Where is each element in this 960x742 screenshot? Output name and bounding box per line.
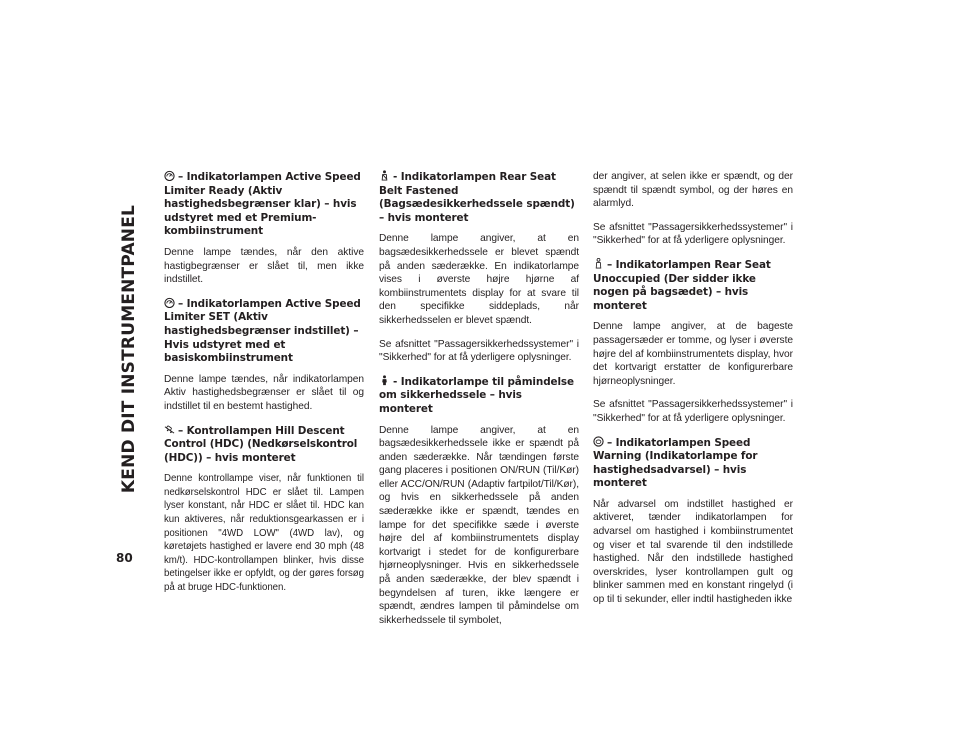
section-paragraph: Når advarsel om indstillet hastighed er aktiveret, tænder indikatorlampen for advarsel om hastighed i kombiinstrumentet og viser et tal svarende til den indstillede hastighed. Når den indstillede hastighed overskrides, lyser kontrollampen gult og blinker sammen med en konstant ringelyd (i op til ti sekunder, eller indtil hastigheden ikke	[593, 498, 793, 606]
section-paragraph: Se afsnittet "Passagersikkerhedssystemer" i "Sikkerhed" for at få yderligere oplysninger.	[593, 399, 793, 424]
section-paragraph: Denne kontrollampe viser, når funktionen til nedkørselskontrol HDC er slået til. Lampen lyser konstant, når HDC er slået til. HDC kan kun aktiveres, når reduktionsgearkassen er i positionen "4WD LOW" (4WD lav), og køretøjets hastighed er lavere end 30 mph (48 km/t). HDC-kontrollampen blinker, hvis disse betingelser ikke er opfyldt, og der gøres forsøg på at bruge HDC-funktionen.	[164, 473, 364, 594]
page-number: 80	[116, 551, 133, 565]
speed-warning-icon	[593, 436, 604, 447]
section-heading: – Indikatorlampen Rear Seat Unoccupied (Der sidder ikke nogen på bagsædet) – hvis monteret	[593, 258, 771, 312]
column-2	[379, 170, 579, 637]
section-heading: – Kontrollampen Hill Descent Control (HDC) (Nedkørselskontrol (HDC)) – hvis monteret	[164, 424, 358, 464]
section-paragraph: Se afsnittet "Passagersikkerhedssystemer" i "Sikkerhed" for at få yderligere oplysninger.	[593, 221, 793, 247]
section-heading: – Indikatorlampen Active Speed Limiter Ready (Aktiv hastighedsbegrænser klar) – hvis udstyret med et Premium-kombiinstrument	[164, 171, 361, 238]
section-heading: – Indikatorlampen Speed Warning (Indikatorlampe for hastighedsadvarsel) – hvis monteret	[593, 436, 758, 490]
section-heading: - Indikatorlampe til påmindelse om sikkerhedssele – hvis monteret	[379, 375, 574, 415]
section-paragraph: Denne lampe angiver, at en bagsædesikkerhedssele ikke er spændt på anden sæderække. Når tændingen første gang placeres i positionen ON/RUN (Til/Kør) eller ACC/ON/RUN (Adaptiv fartpilot/Til/Kør), og hvis en sikkerhedssele på anden sæderække ikke er spændt, tændes en lampe for det specifikke sæde i øverste højre del af kombiinstrumentets display kortvarigt i stedet for de konfigurerbare hjørneoplysninger. Hvis en sikkerhedssele på anden sæderække, der blev spændt i begyndelsen af turen, ikke længere er spændt, ændres lampen til påmindelse om sikkerhedssele til symbolet,	[379, 424, 579, 626]
section-side-tab	[118, 170, 140, 528]
speed-limiter-icon	[164, 170, 175, 181]
section-paragraph: Denne lampe tændes, når den aktive hastigbegrænser er slået til, men ikke indstillet.	[164, 246, 364, 286]
seat-belt-reminder-icon	[379, 375, 390, 386]
section-title: KEND DIT INSTRUMENTPANEL	[119, 204, 139, 494]
section-paragraph: Se afsnittet "Passagersikkerhedssystemer" i "Sikkerhed" for at få yderligere oplysninger.	[379, 338, 579, 364]
rear-seat-belt-fastened-icon	[379, 170, 390, 181]
column-1	[164, 170, 364, 605]
section-heading: - Indikatorlampen Rear Seat Belt Fastened (Bagsædesikkerhedssele spændt) – hvis monteret	[379, 171, 575, 224]
speed-limiter-set-icon	[164, 297, 175, 308]
section-heading: – Indikatorlampen Active Speed Limiter SET (Aktiv hastighedsbegrænser indstillet) – Hvis udstyret med et basiskombiinstrument	[164, 297, 361, 365]
section-paragraph: der angiver, at selen ikke er spændt, og der spændt til spændt symbol, og der høres en alarmlyd.	[593, 171, 793, 210]
section-paragraph: Denne lampe angiver, at en bagsædesikkerhedssele er blevet spændt på anden sæderække. En indikatorlampe vises i øverste højre hjørne af kombiinstrumentets display for at svare til den specifikke siddeplads, når sikkerhedsselen er blevet spændt.	[379, 233, 579, 326]
column-3	[593, 170, 793, 617]
hill-descent-control-icon	[164, 424, 175, 435]
rear-seat-unoccupied-icon	[593, 258, 604, 269]
section-paragraph: Denne lampe angiver, at de bageste passagersæder er tomme, og lyser i øverste højre del af kombiinstrumentets display, hvor det kortvarigt erstatter de konfigurerbare hjørneoplysninger.	[593, 321, 793, 387]
section-paragraph: Denne lampe tændes, når indikatorlampen Aktiv hastighedsbegrænser er slået til og indstillet til en bestemt hastighed.	[164, 373, 364, 412]
